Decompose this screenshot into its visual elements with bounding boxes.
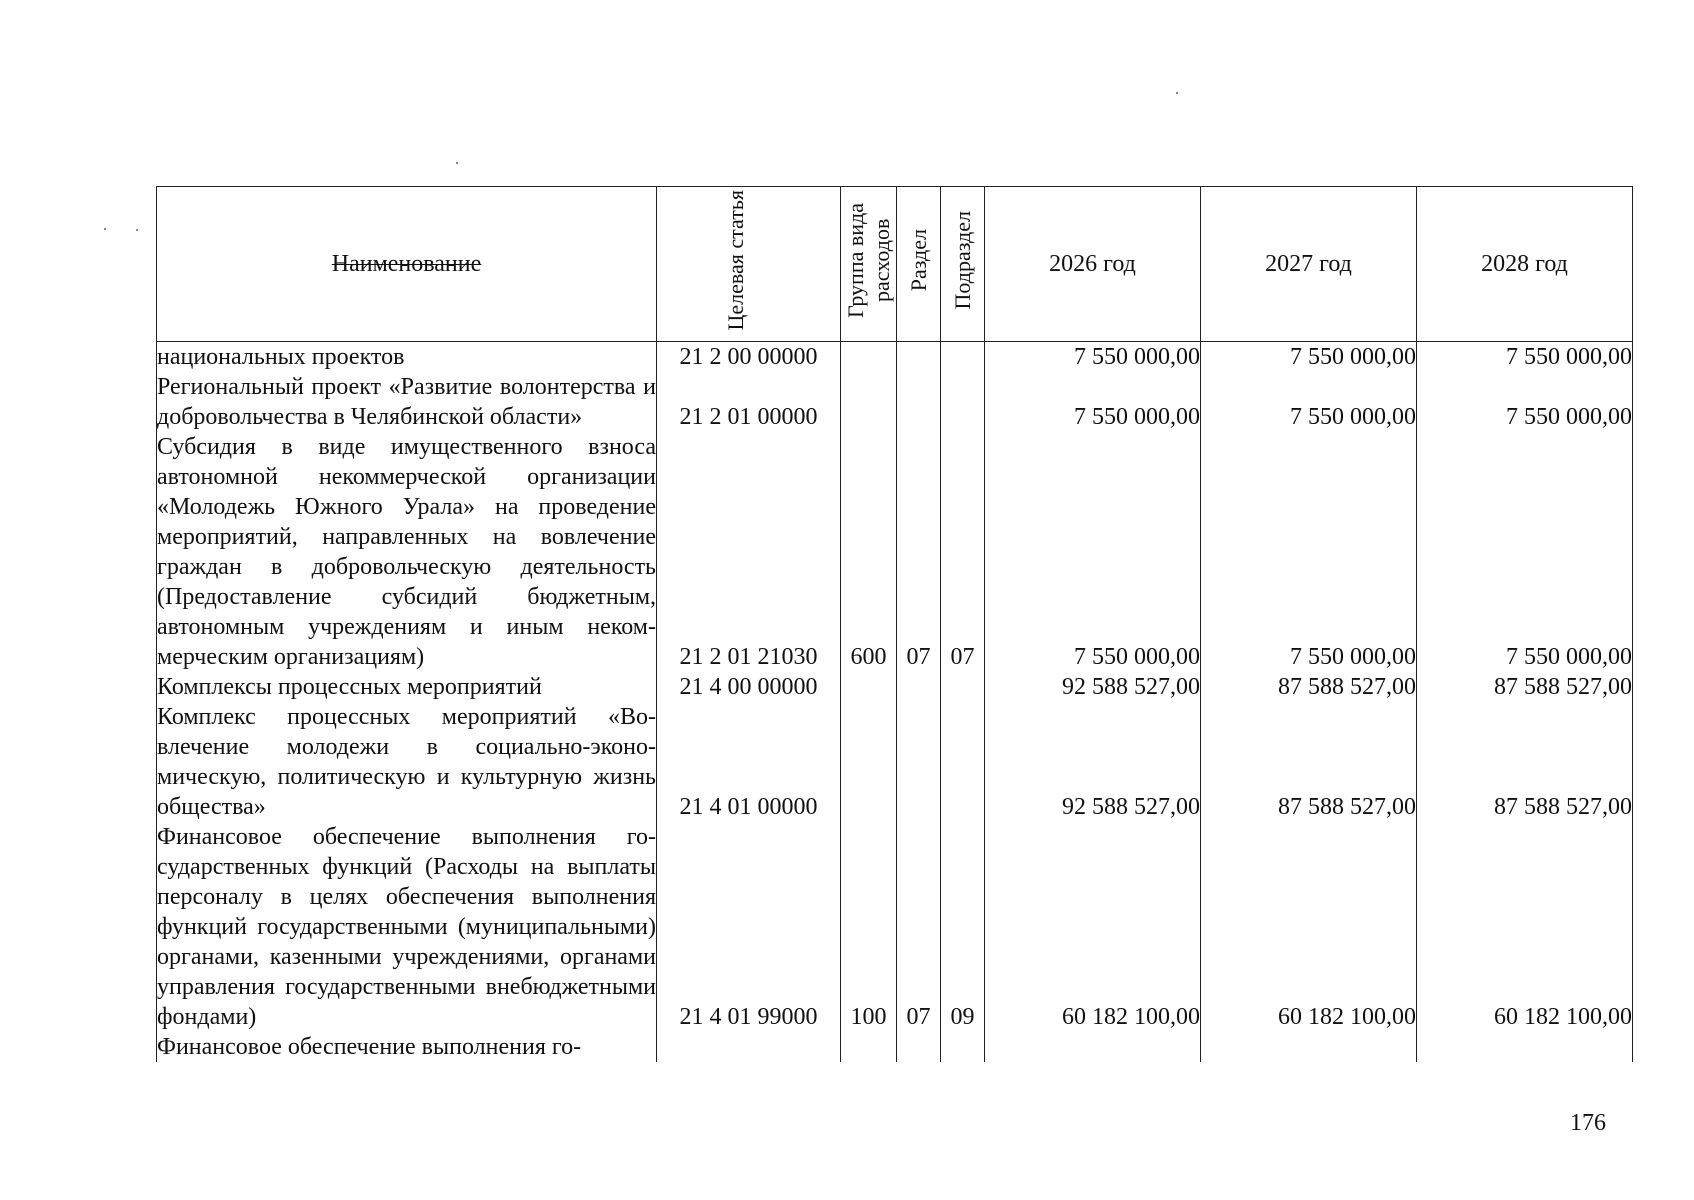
row-amount-2026: 7 550 000,00 [985,372,1201,432]
table-row [157,372,1633,432]
row-subsection [941,342,985,373]
row-target: 21 4 01 00000 [657,702,841,822]
budget-table [156,186,1633,1062]
header-group-label: Группа вида расходов [842,203,894,318]
row-group [841,342,897,373]
row-target: 21 2 01 21030 [657,432,841,672]
row-amount-2028: 7 550 000,00 [1417,372,1633,432]
scan-speck [1176,92,1178,94]
row-section [897,672,941,702]
row-section: 07 [897,432,941,672]
row-amount-2027: 87 588 527,00 [1201,702,1417,822]
row-target: 21 4 01 99000 [657,822,841,1032]
header-section-label: Раздел [905,229,931,292]
row-group [841,672,897,702]
row-group: 600 [841,432,897,672]
row-group: 100 [841,822,897,1032]
table-row [157,432,1633,672]
table-row [157,822,1633,1032]
row-subsection: 07 [941,432,985,672]
row-amount-2028 [1417,1032,1633,1062]
row-target [657,1032,841,1062]
row-amount-2027: 7 550 000,00 [1201,372,1417,432]
header-name [157,187,657,342]
header-subsection [941,187,985,342]
header-subsection-label: Подраздел [949,211,975,310]
table-header-row [157,187,1633,342]
row-target: 21 4 00 00000 [657,672,841,702]
row-amount-2026 [985,1032,1201,1062]
row-group [841,702,897,822]
header-section [897,187,941,342]
row-name: Комплекс процессных мероприятий «Вовлечение молодежи в социально-экономическую, политическую и культурную жизнь общества» [157,704,656,820]
table-row [157,672,1633,702]
header-2028: 2028 год [1417,187,1633,342]
row-amount-2027: 60 182 100,00 [1201,822,1417,1032]
row-name: Региональный проект «Развитие волонтерства и добровольчества в Челябинской области» [157,374,656,430]
row-section [897,702,941,822]
row-group [841,372,897,432]
row-name: Финансовое обеспечение выполнения государственных функций (Расходы на выплаты персоналу в целях обеспечения выполнения функций государственными (муниципальными) органами, казенными учреждениями, органами управления государственными внебюджетными фондами) [157,824,656,1030]
row-section: 07 [897,822,941,1032]
row-amount-2026: 92 588 527,00 [985,672,1201,702]
page-number: 176 [1570,1110,1606,1136]
row-name: Комплексы процессных мероприятий [157,672,657,702]
row-amount-2028: 60 182 100,00 [1417,822,1633,1032]
row-amount-2028: 7 550 000,00 [1417,432,1633,672]
header-2027: 2027 год [1201,187,1417,342]
header-group [841,187,897,342]
scan-speck [136,229,138,231]
row-name: Финансовое обеспечение выполнения го- [157,1032,657,1062]
row-subsection [941,702,985,822]
row-amount-2027 [1201,1032,1417,1062]
row-amount-2026: 7 550 000,00 [985,432,1201,672]
row-target: 21 2 01 00000 [657,372,841,432]
header-2026: 2026 год [985,187,1201,342]
row-group [841,1032,897,1062]
row-name: национальных проектов [157,342,657,373]
header-name-label: Наименование [331,250,482,277]
row-section [897,1032,941,1062]
row-amount-2028: 87 588 527,00 [1417,672,1633,702]
row-amount-2028: 87 588 527,00 [1417,702,1633,822]
row-amount-2026: 60 182 100,00 [985,822,1201,1032]
row-amount-2026: 7 550 000,00 [985,342,1201,373]
row-subsection: 09 [941,822,985,1032]
table-row [157,1032,1633,1062]
row-amount-2027: 87 588 527,00 [1201,672,1417,702]
row-amount-2027: 7 550 000,00 [1201,432,1417,672]
row-amount-2026: 92 588 527,00 [985,702,1201,822]
row-name: Субсидия в виде имущественного взноса автономной некоммерческой организации «Молодежь Южного Урала» на проведение мероприятий, направленных на вовлечение граждан в добровольческую деятельность (Предоставление субсидий бюджетным, автономным учреждениям и иным некоммерческим организациям) [157,434,656,670]
row-amount-2027: 7 550 000,00 [1201,342,1417,373]
header-target [657,187,841,342]
scan-speck [104,228,106,230]
table-row [157,342,1633,373]
row-section [897,342,941,373]
table-row [157,702,1633,822]
scan-speck [456,162,458,164]
header-target-label: Целевая статья [722,190,748,331]
row-subsection [941,372,985,432]
row-subsection [941,672,985,702]
row-subsection [941,1032,985,1062]
row-section [897,372,941,432]
row-amount-2028: 7 550 000,00 [1417,342,1633,373]
row-target: 21 2 00 00000 [657,342,841,373]
